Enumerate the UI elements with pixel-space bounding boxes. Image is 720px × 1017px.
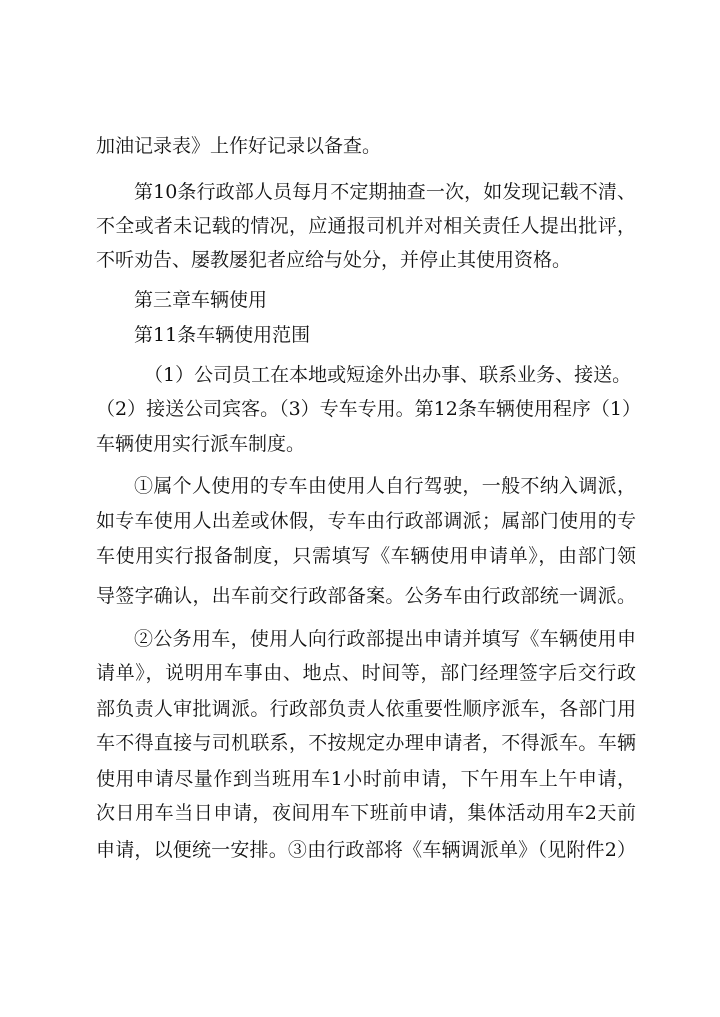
text-line: ①属个人使用的专车由使用人自行驾驶，一般不纳入调派， bbox=[134, 475, 636, 497]
text-line: 导签字确认，出车前交行政部备案。公务车由行政部统一调派。 bbox=[96, 585, 636, 607]
text-line: 车不得直接与司机联系，不按规定办理申请者，不得派车。车辆 bbox=[96, 732, 636, 754]
text-line: 使用申请尽量作到当班用车1小时前申请，下午用车上午申请， bbox=[96, 768, 636, 790]
text-line: 车使用实行报备制度，只需填写《车辆使用申请单》，由部门领 bbox=[96, 545, 636, 567]
text-line: 请单》，说明用车事由、地点、时间等，部门经理签字后交行政 bbox=[96, 662, 636, 684]
text-line: 申请，以便统一安排。③由行政部将《车辆调派单》（见附件2） bbox=[96, 839, 636, 861]
text-line: 车辆使用实行派车制度。 bbox=[96, 433, 306, 455]
section-heading: 第11条车辆使用范围 bbox=[134, 324, 311, 346]
text-line: 不听劝告、屡教屡犯者应给与处分，并停止其使用资格。 bbox=[96, 249, 572, 271]
text-line: ②公务用车，使用人向行政部提出申请并填写《车辆使用申 bbox=[134, 628, 636, 650]
text-line: 不全或者未记载的情况，应通报司机并对相关责任人提出批评， bbox=[96, 215, 636, 237]
text-line: 次日用车当日申请，夜间用车下班前申请，集体活动用车2天前 bbox=[96, 802, 636, 824]
text-line: 如专车使用人出差或休假，专车由行政部调派；属部门使用的专 bbox=[96, 510, 636, 532]
section-heading: 第三章车辆使用 bbox=[134, 289, 268, 311]
text-line: 第10条行政部人员每月不定期抽查一次，如发现记载不清、 bbox=[134, 181, 636, 203]
text-line: 部负责人审批调派。行政部负责人依重要性顺序派车，各部门用 bbox=[96, 698, 636, 720]
text-line: （2）接送公司宾客。（3）专车专用。第12条车辆使用程序（1） bbox=[96, 398, 641, 420]
text-line: 加油记录表》上作好记录以备查。 bbox=[96, 135, 382, 157]
text-line: （1）公司员工在本地或短途外出办事、联系业务、接送。 bbox=[144, 364, 632, 386]
